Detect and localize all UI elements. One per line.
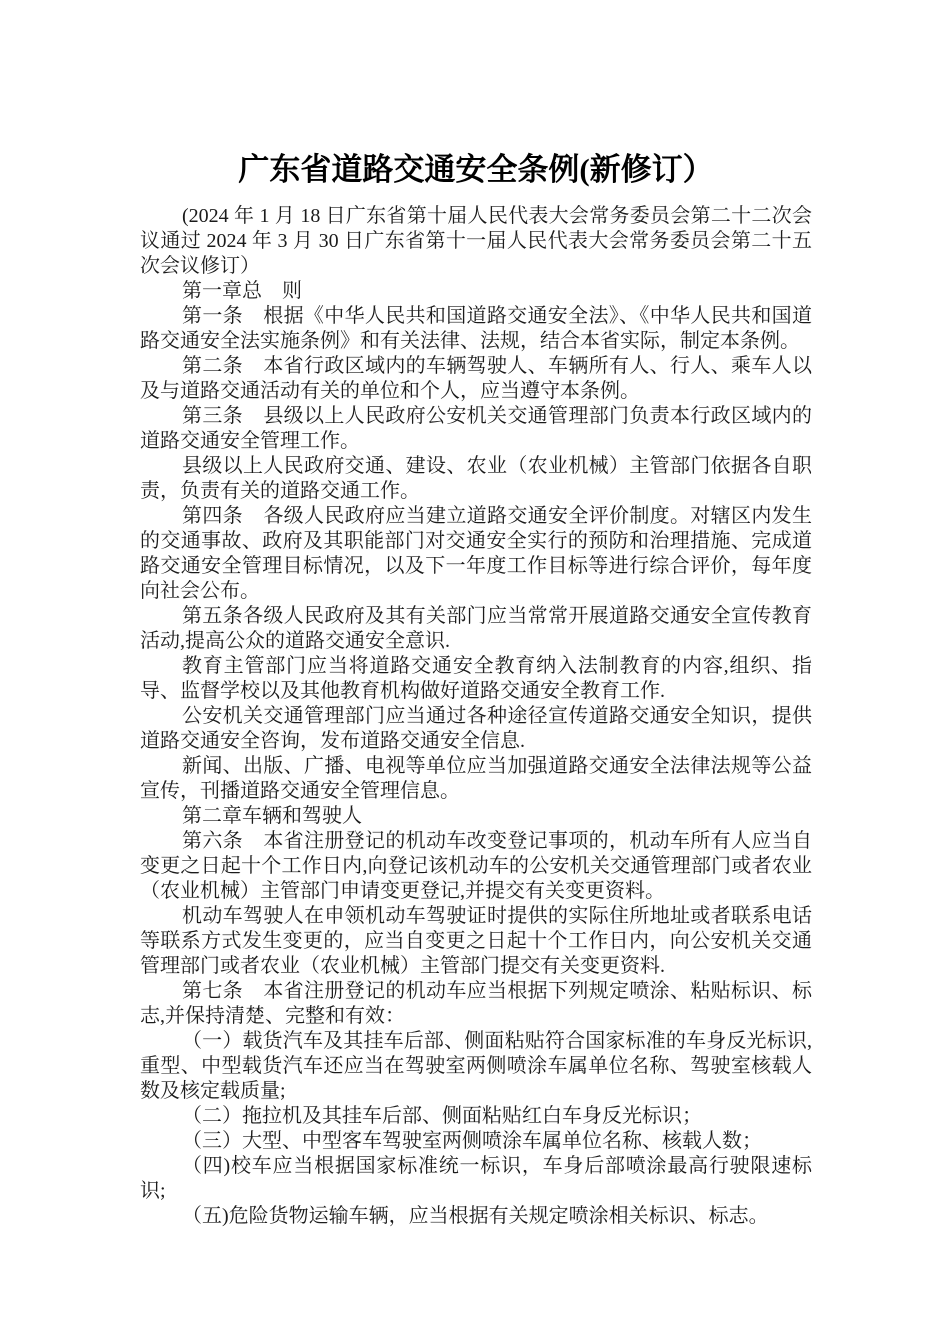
body-paragraph: 县级以上人民政府交通、建设、农业（农业机械）主管部门依据各自职责，负责有关的道路交通工作。 <box>140 455 812 502</box>
body-paragraph: 第一条 根据《中华人民共和国道路交通安全法》、《中华人民共和国道路交通安全法实施条例》和有关法律、法规，结合本省实际，制定本条例。 <box>140 305 812 352</box>
body-paragraph: 第二条 本省行政区域内的车辆驾驶人、车辆所有人、行人、乘车人以及与道路交通活动有关的单位和个人，应当遵守本条例。 <box>140 355 812 402</box>
body-paragraph: 机动车驾驶人在申领机动车驾驶证时提供的实际住所地址或者联系电话等联系方式发生变更的，应当自变更之日起十个工作日内，向公安机关交通管理部门或者农业（农业机械）主管部门提交有关变更资料. <box>140 905 812 977</box>
body-paragraph: 第六条 本省注册登记的机动车改变登记事项的，机动车所有人应当自变更之日起十个工作日内,向登记该机动车的公安机关交通管理部门或者农业（农业机械）主管部门申请变更登记,并提交有关变更资料。 <box>140 830 812 902</box>
list-item-paragraph: （一）载货汽车及其挂车后部、侧面粘贴符合国家标准的车身反光标识,重型、中型载货汽车还应当在驾驶室两侧喷涂车属单位名称、驾驶室核载人数及核定载质量; <box>140 1030 812 1102</box>
list-item-paragraph: （五)危险货物运输车辆，应当根据有关规定喷涂相关标识、标志。 <box>182 1205 769 1227</box>
document-body <box>140 204 812 1229</box>
body-paragraph: 教育主管部门应当将道路交通安全教育纳入法制教育的内容,组织、指导、监督学校以及其他教育机构做好道路交通安全教育工作. <box>140 655 812 702</box>
body-paragraph: 第三条 县级以上人民政府公安机关交通管理部门负责本行政区域内的道路交通安全管理工作。 <box>140 405 812 452</box>
body-paragraph: 第七条 本省注册登记的机动车应当根据下列规定喷涂、粘贴标识、标志,并保持清楚、完整和有效： <box>140 980 812 1027</box>
body-paragraph: 第四条 各级人民政府应当建立道路交通安全评价制度。对辖区内发生的交通事故、政府及其职能部门对交通安全实行的预防和治理措施、完成道路交通安全管理目标情况，以及下一年度工作目标等进行综合评价，每年度向社会公布。 <box>140 505 812 602</box>
chapter-heading: 第一章总 则 <box>182 280 302 302</box>
list-item-paragraph: （三）大型、中型客车驾驶室两侧喷涂车属单位名称、核载人数； <box>182 1130 762 1152</box>
document-title: 广东省道路交通安全条例(新修订） <box>238 152 714 187</box>
list-item-paragraph: （二）拖拉机及其挂车后部、侧面粘贴红白车身反光标识； <box>182 1105 702 1127</box>
body-paragraph: 第五条各级人民政府及其有关部门应当常常开展道路交通安全宣传教育活动,提高公众的道路交通安全意识. <box>140 605 812 652</box>
chapter-heading: 第二章车辆和驾驶人 <box>182 805 362 827</box>
body-paragraph: 新闻、出版、广播、电视等单位应当加强道路交通安全法律法规等公益宣传，刊播道路交通安全管理信息。 <box>140 755 812 802</box>
list-item-paragraph: （四)校车应当根据国家标准统一标识，车身后部喷涂最高行驶限速标识; <box>140 1155 812 1202</box>
preamble-paragraph: (2024 年 1 月 18 日广东省第十届人民代表大会常务委员会第二十二次会议通过 2024 年 3 月 30 日广东省第十一届人民代表大会常务委员会第二十五次会议修订） <box>140 205 812 277</box>
body-paragraph: 公安机关交通管理部门应当通过各种途径宣传道路交通安全知识，提供道路交通安全咨询，发布道路交通安全信息. <box>140 705 812 752</box>
